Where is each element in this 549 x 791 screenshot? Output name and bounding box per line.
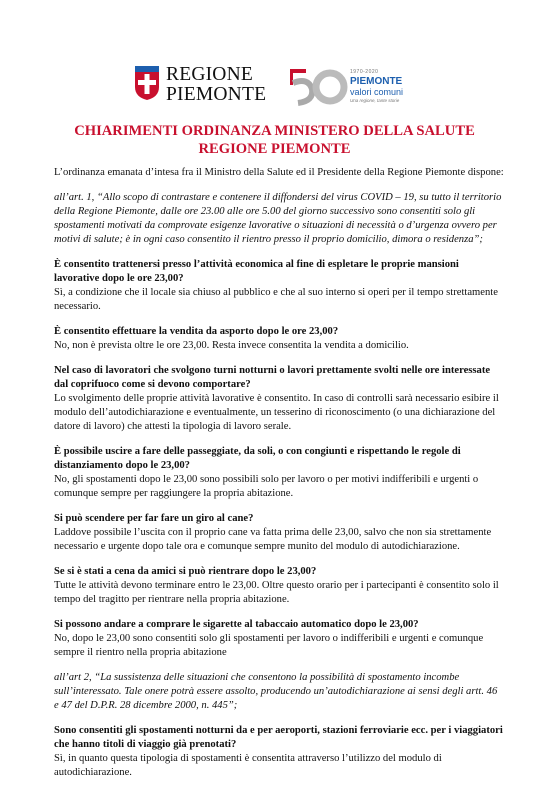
faq-item [54, 364, 504, 434]
logo-valori-comuni: valori comuni [350, 87, 404, 97]
faq-item [54, 565, 504, 607]
faq-answer: No, non è prevista oltre le ore 23,00. Resta invece consentita la vendita a domicilio. [54, 340, 409, 351]
faq-answer: Lo svolgimento delle proprie attività lavorative è consentito. In caso di controlli sarà necessario esibire il modulo dell’autodichiarazione e eventualmente, un tesserino di riconoscimento (o una dichiarazione del datore di lavoro) che attesti la tipologia di lavoro serale. [54, 393, 499, 432]
faq-item [54, 325, 504, 353]
faq-answer: Sì, a condizione che il locale sia chiuso al pubblico e che al suo interno si operi per il tempo strettamente necessario. [54, 287, 498, 312]
faq-item [54, 618, 504, 660]
piemonte-shield-icon [134, 65, 160, 101]
logo-line-piemonte: PIEMONTE [166, 84, 267, 105]
faq-answer: Tutte le attività devono terminare entro le 23,00. Oltre questo orario per i partecipanti è consentito solo il tempo del tragitto per rientrare nella propria abitazione. [54, 580, 499, 605]
piemonte-50-logo [288, 63, 422, 107]
faq-item [54, 512, 504, 554]
faq-answer: No, dopo le 23,00 sono consentiti solo gli spostamenti per lavoro o indifferibili e urgenti e comunque sempre il rientro nella propria abitazione [54, 633, 484, 658]
faq-question: Se si è stati a cena da amici si può rientrare dopo le 23,00? [54, 566, 317, 577]
faq-item [54, 258, 504, 314]
faq-answer: No, gli spostamenti dopo le 23,00 sono possibili solo per lavoro o per motivi indifferibili e urgenti o comunque sempre per raggiungere la propria abitazione. [54, 474, 479, 499]
faq-section-1 [54, 258, 504, 660]
intro-paragraph: L’ordinanza emanata d’intesa fra il Ministro della Salute ed il Presidente della Regione Piemonte dispone: [54, 167, 504, 178]
faq-question: È consentito effettuare la vendita da asporto dopo le ore 23,00? [54, 326, 339, 337]
faq-question: Sono consentiti gli spostamenti notturni da e per aeroporti, stazioni ferroviarie ecc. per i viaggiatori che hanno titoli di viaggio già prenotati? [54, 725, 503, 750]
faq-item [54, 445, 504, 501]
article-2-quote: all’art 2, “La sussistenza delle situazioni che consentono la possibilità di spostamento incombe sull’interessato. Tale onere potrà essere assolto, producendo un’autodichiarazione ai sensi degli artt. 46 e 47 del D.P.R. 28 dicembre 2000, n. 445”; [54, 672, 498, 711]
document-title-line1: CHIARIMENTI ORDINANZA MINISTERO DELLA SALUTE [74, 123, 475, 139]
faq-question: Si possono andare a comprare le sigarette al tabaccaio automatico dopo le 23,00? [54, 619, 419, 630]
faq-answer: Sì, in quanto questa tipologia di spostamenti è consentita attraverso l’utilizzo del modulo di autodichiarazione. [54, 753, 442, 778]
fifty-years-icon [288, 63, 348, 107]
logo-tagline: Una regione, tante storie [350, 98, 400, 103]
logo-line-regione: REGIONE [166, 64, 253, 85]
logo-years: 1970-2020 [350, 69, 379, 75]
logo-piemonte: PIEMONTE [350, 76, 403, 87]
faq-item [54, 724, 504, 780]
logo-number-50: 50 [338, 75, 340, 76]
regione-piemonte-logo [134, 64, 267, 107]
faq-question: Si può scendere per far fare un giro al cane? [54, 513, 254, 524]
faq-question: Nel caso di lavoratori che svolgono turni notturni o lavori prettamente svolti nelle ore interessate dal coprifuoco come si devono comportare? [54, 365, 491, 390]
faq-question: È consentito trattenersi presso l’attività economica al fine di espletare le proprie mansioni lavorative dopo le ore 23,00? [54, 259, 459, 284]
article-1-quote: all’art. 1, “Allo scopo di contrastare e contenere il diffondersi del virus COVID – 19, su tutto il territorio della Regione Piemonte, dalle ore 23.00 alle ore 5.00 del giorno successivo sono consentiti solo gli spostamenti motivati da comprovate esigenze lavorative o situazioni di necessità o d’urgenza ovvero per motivi di salute; è in ogni caso consentito il rientro presso il proprio domicilio, dimora o residenza”; [54, 192, 502, 245]
faq-question: È possibile uscire a fare delle passeggiate, da soli, o con congiunti e rispettando le regole di distanziamento dopo le 23,00? [54, 446, 461, 471]
faq-answer: Laddove possibile l’uscita con il proprio cane va fatta prima delle 23,00, salvo che non sia strettamente necessario e urgente dopo tale ora e comunque sempre munito del modulo di autodichiarazione. [54, 527, 492, 552]
faq-section-2 [54, 724, 504, 780]
document-body [54, 166, 504, 791]
document-title-line2: REGIONE PIEMONTE [198, 141, 351, 157]
